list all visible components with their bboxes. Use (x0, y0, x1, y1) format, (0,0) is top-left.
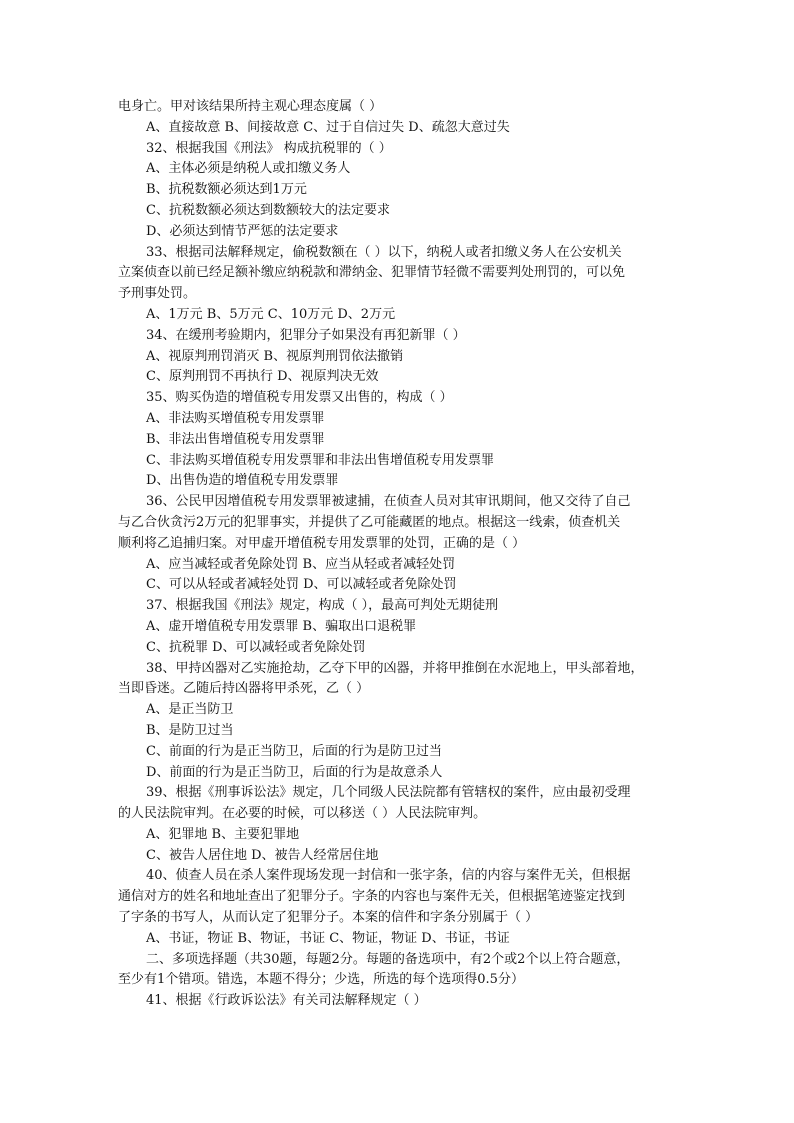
text-line: 二、多项选择题（共30题，每题2分。每题的备选项中，有2个或2个以上符合题意， (146, 951, 630, 967)
text-line: 35、购买伪造的增值税专用发票又出售的，构成（ ） (146, 390, 453, 406)
text-line: 33、根据司法解释规定，偷税数额在（ ）以下，纳税人或者扣缴义务人在公安机关 (146, 244, 622, 260)
text-line: D、必须达到情节严惩的法定要求 (146, 223, 339, 239)
text-line: C、原判刑罚不再执行 D、视原判决无效 (146, 369, 379, 385)
text-line: D、前面的行为是正当防卫，后面的行为是故意杀人 (146, 764, 443, 780)
text-line: A、应当减轻或者免除处罚 B、应当从轻或者减轻处罚 (146, 556, 456, 572)
text-line: A、直接故意 B、间接故意 C、过于自信过失 D、疏忽大意过失 (146, 119, 510, 135)
text-line: A、犯罪地 B、主要犯罪地 (146, 826, 300, 842)
text-line: A、1万元 B、5万元 C、10万元 D、2万元 (146, 306, 396, 322)
text-line: 了字条的书写人，从而认定了犯罪分子。本案的信件和字条分别属于（ ） (118, 910, 539, 926)
text-line: 41、根据《行政诉讼法》有关司法解释规定（ ） (146, 993, 427, 1009)
text-line: 39、根据《刑事诉讼法》规定，几个同级人民法院都有管辖权的案件，应由最初受理 (146, 785, 631, 801)
text-line: 37、根据我国《刑法》规定，构成（ ），最高可判处无期徒刑 (146, 598, 499, 614)
text-line: 40、侦查人员在杀人案件现场发现一封信和一张字条，信的内容与案件无关，但根据 (146, 868, 631, 884)
text-line: B、非法出售增值税专用发票罪 (146, 431, 325, 447)
text-line: 34、在缓刑考验期内，犯罪分子如果没有再犯新罪（ ） (146, 327, 466, 343)
text-line: B、是防卫过当 (146, 722, 234, 738)
text-line: C、非法购买增值税专用发票罪和非法出售增值税专用发票罪 (146, 452, 494, 468)
text-line: 36、公民甲因增值税专用发票罪被逮捕，在侦查人员对其审讯期间，他又交待了自己 (146, 494, 631, 510)
text-line: C、被告人居住地 D、被告人经常居住地 (146, 847, 379, 863)
text-line: 至少有1个错项。错选，本题不得分；少选，所选的每个选项得0.5分） (118, 972, 524, 988)
text-line: C、抗税罪 D、可以减轻或者免除处罚 (146, 639, 366, 655)
text-line: A、主体必须是纳税人或扣缴义务人 (146, 161, 351, 177)
text-line: A、非法购买增值税专用发票罪 (146, 410, 325, 426)
text-line: A、视原判刑罚消灭 B、视原判刑罚依法撤销 (146, 348, 404, 364)
text-line: D、出售伪造的增值税专用发票罪 (146, 473, 339, 489)
text-line: 立案侦查以前已经足额补缴应纳税款和滞纳金、犯罪情节轻微不需要判处刑罚的，可以免 (118, 265, 626, 281)
text-line: B、抗税数额必须达到1万元 (146, 182, 307, 198)
text-line: 32、根据我国《刑法》 构成抗税罪的（ ） (146, 140, 392, 156)
text-line: 与乙合伙贪污2万元的犯罪事实，并提供了乙可能藏匿的地点。根据这一线索，侦查机关 (118, 514, 621, 530)
document-body (118, 97, 678, 1012)
text-line: 电身亡。甲对该结果所持主观心理态度属（ ） (118, 99, 383, 114)
text-line: 的人民法院审判。在必要的时候，可以移送（ ）人民法院审判。 (118, 806, 487, 822)
text-line: C、抗税数额必须达到数额较大的法定要求 (146, 202, 390, 218)
text-line: A、虚开增值税专用发票罪 B、骗取出口退税罪 (146, 618, 417, 634)
text-line: 予刑事处罚。 (118, 286, 197, 302)
text-line: 38、甲持凶器对乙实施抢劫，乙夺下甲的凶器，并将甲推倒在水泥地上，甲头部着地， (146, 660, 644, 676)
text-line: A、是正当防卫 (146, 702, 234, 718)
text-line: 顺利将乙追捕归案。对甲虚开增值税专用发票罪的处罚，正确的是（ ） (118, 535, 526, 551)
text-line: 通信对方的姓名和地址查出了犯罪分子。字条的内容也与案件无关，但根据笔迹鉴定找到 (118, 889, 626, 905)
text-line: 当即昏迷。乙随后持凶器将甲杀死，乙（ ） (118, 681, 370, 697)
text-line: C、前面的行为是正当防卫，后面的行为是防卫过当 (146, 743, 442, 759)
text-line: C、可以从轻或者减轻处罚 D、可以减轻或者免除处罚 (146, 577, 457, 593)
text-line: A、书证，物证 B、物证，书证 C、物证，物证 D、书证，书证 (146, 930, 510, 946)
